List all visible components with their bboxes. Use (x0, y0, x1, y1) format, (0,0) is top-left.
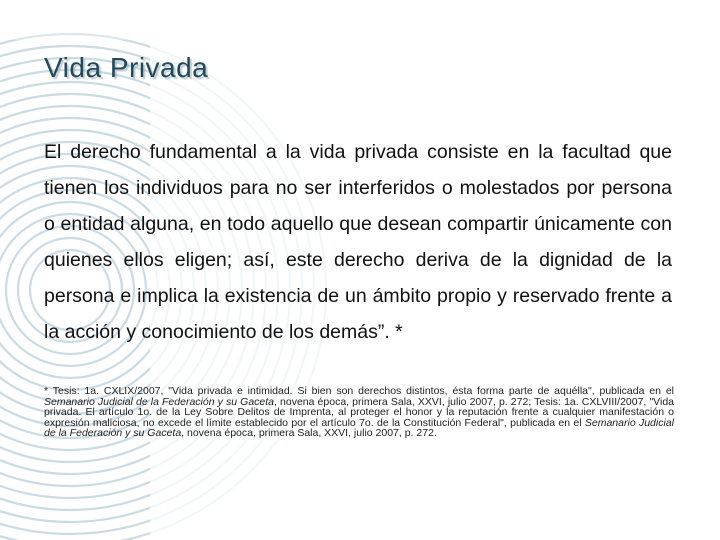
footnote-journal-title-1: Semanario Judicial de la Federación y su Gaceta (44, 395, 275, 408)
slide-body-text: El derecho fundamental a la vida privada consiste en la facultad que tienen los individuos para no ser interferidos o molestados por persona o entidad alguna, en todo aquello que desean compartir únicamente con quienes ellos eligen; así, este derecho deriva de la dignidad de la persona e implica la existencia de un ámbito propio y reservado frente a la acción y conocimiento de los demás”. * (44, 141, 672, 343)
footnote-text-1: * Tesis: 1a. CXLIX/2007, "Vida privada e intimidad. Si bien son derechos distintos, ésta forma parte de aquélla", publicada en el (44, 385, 674, 397)
slide-title: Vida Privada (44, 52, 209, 83)
footnote (44, 386, 674, 439)
footnote-journal-title-2: Semanario Judicial de la Federación y su Gaceta (44, 416, 674, 440)
footnote-text-3: , novena época, primera Sala, XXVI, julio 2007, p. 272. (181, 427, 437, 440)
footnote-text-2: , novena época, primera Sala, XXVI, julio 2007, p. 272; Tesis: 1a. CXLVIII/2007, "Vida privada. El artículo 1o. de la Ley Sobre Delitos de Imprenta, al proteger el honor y la reputación frente a cualquier manifestación o expresión maliciosa, no excede el límite establecido por el artículo 7o. de la Constitución Federal", publicada en el (44, 395, 674, 429)
